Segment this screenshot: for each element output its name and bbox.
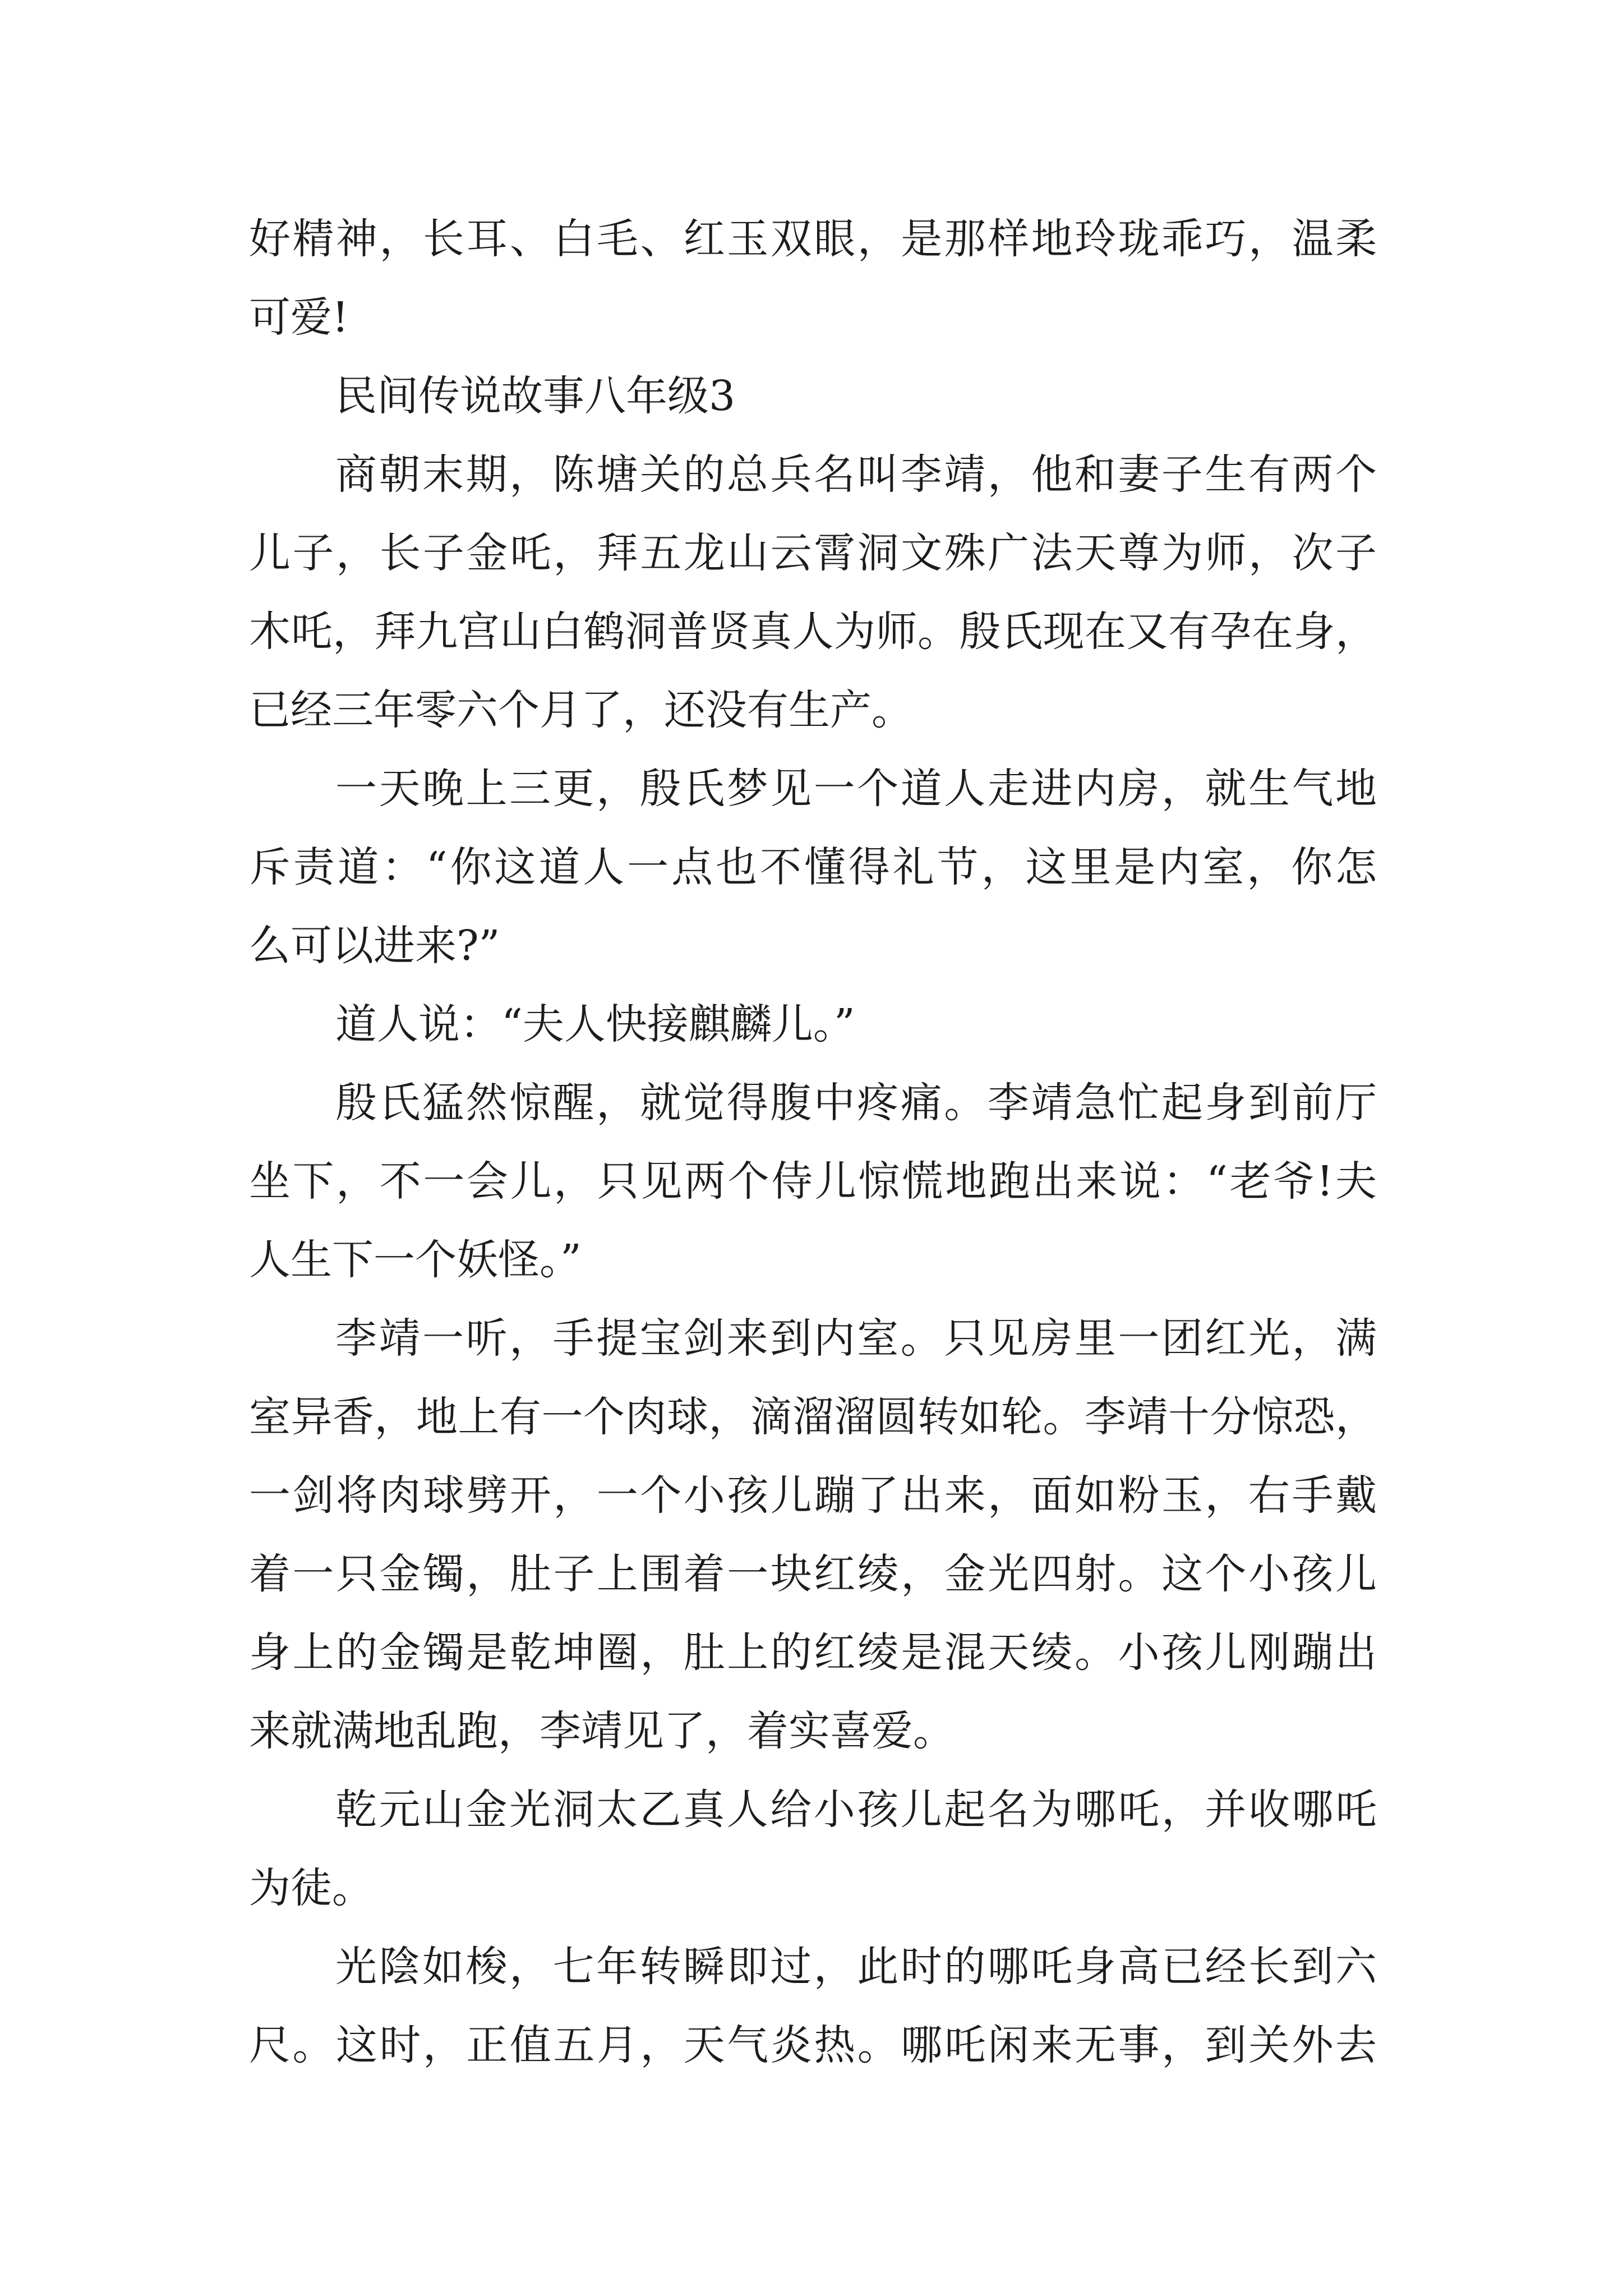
text-line: 尺。这时，正值五月，天气炎热。哪吒闲来无事，到关外去	[249, 2021, 1377, 2069]
text-line: 为徒。	[249, 1864, 374, 1912]
text-line: 李靖一听，手提宝剑来到内室。只见房里一团红光，满	[335, 1314, 1377, 1363]
paragraph	[249, 1064, 1377, 1299]
text-line: 一剑将肉球劈开，一个小孩儿蹦了出来，面如粉玉，右手戴	[249, 1471, 1377, 1520]
text-line: 乾元山金光洞太乙真人给小孩儿起名为哪吒，并收哪吒	[335, 1786, 1377, 1834]
section-title: 民间传说故事八年级3	[335, 372, 736, 420]
text-line: 身上的金镯是乾坤圈，肚上的红绫是混天绫。小孩儿刚蹦出	[249, 1628, 1377, 1677]
text-line: 一天晚上三更，殷氏梦见一个道人走进内房，就生气地	[335, 765, 1377, 813]
text-line: 坐下，不一会儿，只见两个侍儿惊慌地跑出来说：“老爷!夫	[249, 1157, 1377, 1205]
paragraph	[249, 1770, 1377, 1927]
text-line: 么可以进来?”	[249, 922, 500, 970]
section-title-block	[249, 357, 1377, 435]
text-line: 殷氏猛然惊醒，就觉得腹中疼痛。李靖急忙起身到前厅	[335, 1079, 1377, 1127]
paragraph	[249, 985, 1377, 1064]
text-line: 商朝末期，陈塘关的总兵名叫李靖，他和妻子生有两个	[335, 450, 1377, 499]
text-line: 人生下一个妖怪。”	[249, 1236, 582, 1284]
text-line: 室异香，地上有一个肉球，滴溜溜圆转如轮。李靖十分惊恐，	[249, 1393, 1377, 1441]
text-line: 好精神，长耳、白毛、红玉双眼，是那样地玲珑乖巧，温柔	[249, 215, 1377, 263]
text-line: 道人说：“夫人快接麒麟儿。”	[335, 1000, 855, 1048]
text-line: 可爱!	[249, 293, 349, 342]
paragraph	[249, 435, 1377, 749]
text-line: 光陰如梭，七年转瞬即过，此时的哪吒身高已经长到六	[335, 1943, 1377, 1991]
paragraph	[249, 749, 1377, 985]
text-line: 儿子，长子金吒，拜五龙山云霄洞文殊广法天尊为师，次子	[249, 529, 1377, 577]
paragraph	[249, 1927, 1377, 2085]
paragraph	[249, 200, 1377, 357]
text-line: 来就满地乱跑，李靖见了，着实喜爱。	[249, 1707, 955, 1755]
text-line: 已经三年零六个月了，还没有生产。	[249, 686, 913, 734]
paragraph	[249, 1299, 1377, 1770]
text-line: 着一只金镯，肚子上围着一块红绫，金光四射。这个小孩儿	[249, 1550, 1377, 1598]
text-line: 木吒，拜九宫山白鹤洞普贤真人为师。殷氏现在又有孕在身，	[249, 608, 1377, 656]
text-line: 斥责道：“你这道人一点也不懂得礼节，这里是内室，你怎	[249, 843, 1377, 891]
